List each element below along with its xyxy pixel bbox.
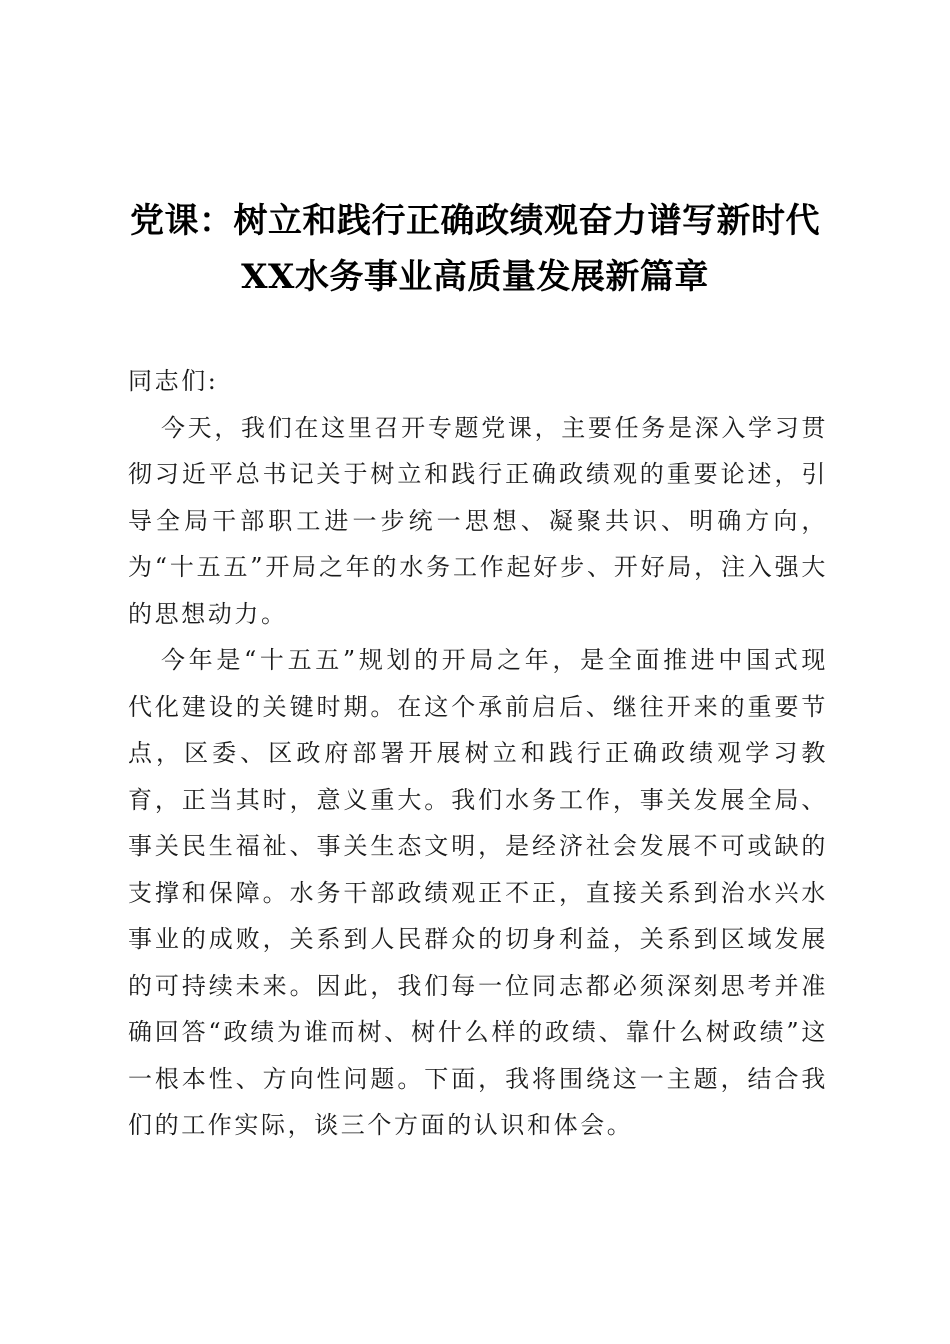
document-body xyxy=(128,358,828,1149)
title-line-1: 党课：树立和践行正确政绩观奋力谱写新时代 xyxy=(130,200,820,241)
title-line-2: XX水务事业高质量发展新篇章 xyxy=(241,256,709,297)
document-title xyxy=(80,193,870,305)
salutation: 同志们: xyxy=(128,367,219,395)
paragraph-1: 今天，我们在这里召开专题党课，主要任务是深入学习贯彻习近平总书记关于树立和践行正确政绩观的重要论述，引导全局干部职工进一步统一思想、凝聚共识、明确方向，为“十五五”开局之年的水务工作起好步、开好局，注入强大的思想动力。 xyxy=(128,413,828,628)
paragraph-2: 今年是“十五五”规划的开局之年，是全面推进中国式现代化建设的关键时期。在这个承前启后、继往开来的重要节点，区委、区政府部署开展树立和践行正确政绩观学习教育，正当其时，意义重大。我们水务工作，事关发展全局、事关民生福祉、事关生态文明，是经济社会发展不可或缺的支撑和保障。水务干部政绩观正不正，直接关系到治水兴水事业的成败，关系到人民群众的切身利益，关系到区域发展的可持续未来。因此，我们每一位同志都必须深刻思考并准确回答“政绩为谁而树、树什么样的政绩、靠什么树政绩”这一根本性、方向性问题。下面，我将围绕这一主题，结合我们的工作实际，谈三个方面的认识和体会。 xyxy=(128,646,828,1139)
